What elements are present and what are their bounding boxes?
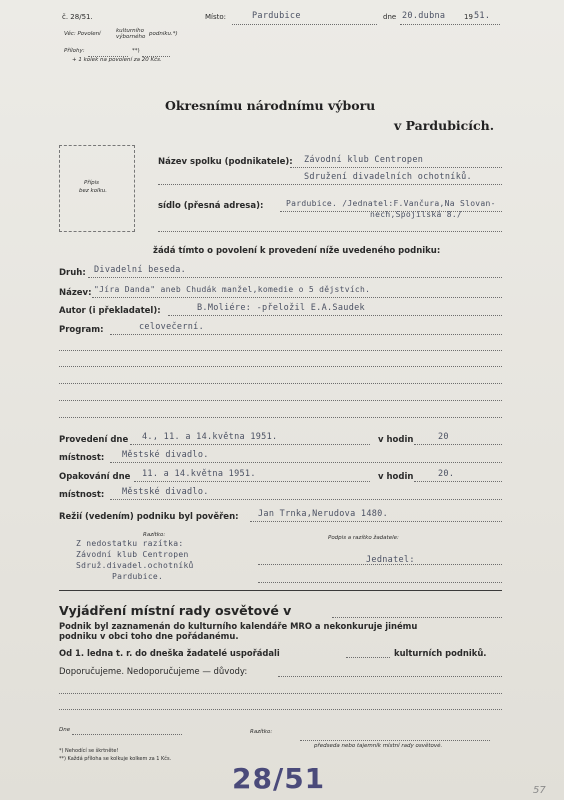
handwritten-registry-number: 28/51 bbox=[232, 762, 326, 795]
performance-date-value: 4., 11. a 14.května 1951. bbox=[142, 432, 278, 442]
addressee-line1: Okresnímu národnímu výboru bbox=[165, 98, 376, 113]
stamp-text-line1: Z nedostatku razítka: bbox=[76, 539, 184, 548]
council-date-label: Dne bbox=[59, 727, 71, 733]
council-text3: Od 1. ledna t. r. do dneška žadatelé uspořádali bbox=[59, 648, 280, 658]
venue-value: Městské divadlo. bbox=[122, 450, 209, 460]
signature-value: Jednatel: bbox=[366, 555, 415, 565]
stamp-label: Razítko: bbox=[143, 532, 166, 538]
event-type-label: Druh: bbox=[59, 268, 86, 278]
stamp-text-line3: Sdruž.divadel.ochotníků bbox=[76, 561, 194, 570]
council-text1: Podnik byl zaznamenán do kulturního kalendáře MRO a nekonkuruje jinému bbox=[59, 621, 418, 631]
applicant-name-line2: Sdružení divadelních ochotníků. bbox=[304, 172, 472, 182]
attachments-label: Přílohy: bbox=[64, 48, 85, 54]
author-label: Autor (i překladatel): bbox=[59, 306, 161, 316]
footnote-1: *) Nehodící se škrtněte! bbox=[59, 748, 119, 754]
date-label: dne bbox=[383, 13, 397, 21]
event-name-value: "Jíra Danda" aneb Chudák manžel,komedie o 5 dějstvích. bbox=[94, 285, 371, 294]
director-value: Jan Trnka,Nerudova 1480. bbox=[258, 509, 389, 519]
repeat-venue-label: místnost: bbox=[59, 490, 105, 500]
council-title: Vyjádření místní rady osvětové v bbox=[59, 603, 292, 618]
director-label: Režií (vedením) podniku byl pověřen: bbox=[59, 512, 239, 522]
event-name-label: Název: bbox=[59, 288, 92, 298]
stamp-box-line1: Přípis bbox=[84, 180, 99, 186]
author-value: B.Moliére: -přeložil E.A.Saudek bbox=[197, 303, 365, 313]
repeat-venue-value: Městské divadlo. bbox=[122, 487, 209, 497]
subject-options: kulturního výborného bbox=[116, 28, 146, 40]
handwritten-corner-number: 57 bbox=[533, 785, 546, 796]
council-text3-end: kulturních podniků. bbox=[394, 648, 487, 658]
council-signatory: předseda nebo tajemník místní rady osvětové. bbox=[314, 743, 443, 749]
addressee-line2: v Pardubicích. bbox=[394, 118, 495, 133]
council-stamp-label: Razítko: bbox=[250, 729, 273, 735]
event-type-value: Divadelní beseda. bbox=[94, 265, 187, 275]
seat-line1: Pardubice. /Jednatel:F.Vančura,Na Slovan- bbox=[286, 199, 496, 208]
stamp-box-line2: bez kolku. bbox=[79, 188, 108, 194]
seat-label: sídlo (přesná adresa): bbox=[158, 201, 264, 211]
year-value: 51. bbox=[474, 11, 491, 21]
performance-date-label: Provedení dne bbox=[59, 435, 129, 445]
footnote-2: **) Každá příloha se kolkuje kolkem za 1 Kčs. bbox=[59, 756, 172, 762]
performance-hour-value: 20 bbox=[438, 432, 449, 442]
year-prefix: 19 bbox=[464, 13, 473, 21]
attachments-note: **) bbox=[132, 48, 140, 54]
council-recommend: Doporučujeme. Nedoporučujeme — důvody: bbox=[59, 667, 248, 677]
venue-label: místnost: bbox=[59, 453, 105, 463]
repeat-hour-value: 20. bbox=[438, 469, 455, 479]
program-value: celovečerní. bbox=[139, 322, 205, 332]
program-label: Program: bbox=[59, 325, 104, 335]
council-text2: podniku v obci toho dne pořádanému. bbox=[59, 631, 239, 641]
request-text: žádá tímto o povolení k provedení níže uvedeného podniku: bbox=[153, 246, 441, 256]
signature-label: Podpis a razítko žadatele: bbox=[328, 535, 399, 541]
date-value: 20.dubna bbox=[402, 11, 446, 21]
reference-number: č. 28/51. bbox=[62, 13, 93, 21]
seat-line2: nech,Spojilská 8./ bbox=[370, 210, 463, 219]
subject-label: Věc: Povolení bbox=[64, 31, 101, 37]
stamp-text-line2: Závodní klub Centropen bbox=[76, 550, 189, 559]
applicant-name-line1: Závodní klub Centropen bbox=[304, 155, 424, 165]
repeat-date-value: 11. a 14.května 1951. bbox=[142, 469, 256, 479]
repeat-hour-label: v hodin bbox=[378, 472, 414, 482]
performance-hour-label: v hodin bbox=[378, 435, 414, 445]
place-label: Místo: bbox=[205, 13, 227, 21]
place-value: Pardubice bbox=[252, 11, 301, 21]
stamp-text-line4: Pardubice. bbox=[112, 572, 164, 581]
repeat-date-label: Opakování dne bbox=[59, 472, 131, 482]
fee-note: + 1 kolek na povolení za 20 Kčs. bbox=[72, 57, 162, 63]
subject-end: podniku.*) bbox=[149, 31, 178, 37]
applicant-name-label: Název spolku (podnikatele): bbox=[158, 157, 293, 167]
